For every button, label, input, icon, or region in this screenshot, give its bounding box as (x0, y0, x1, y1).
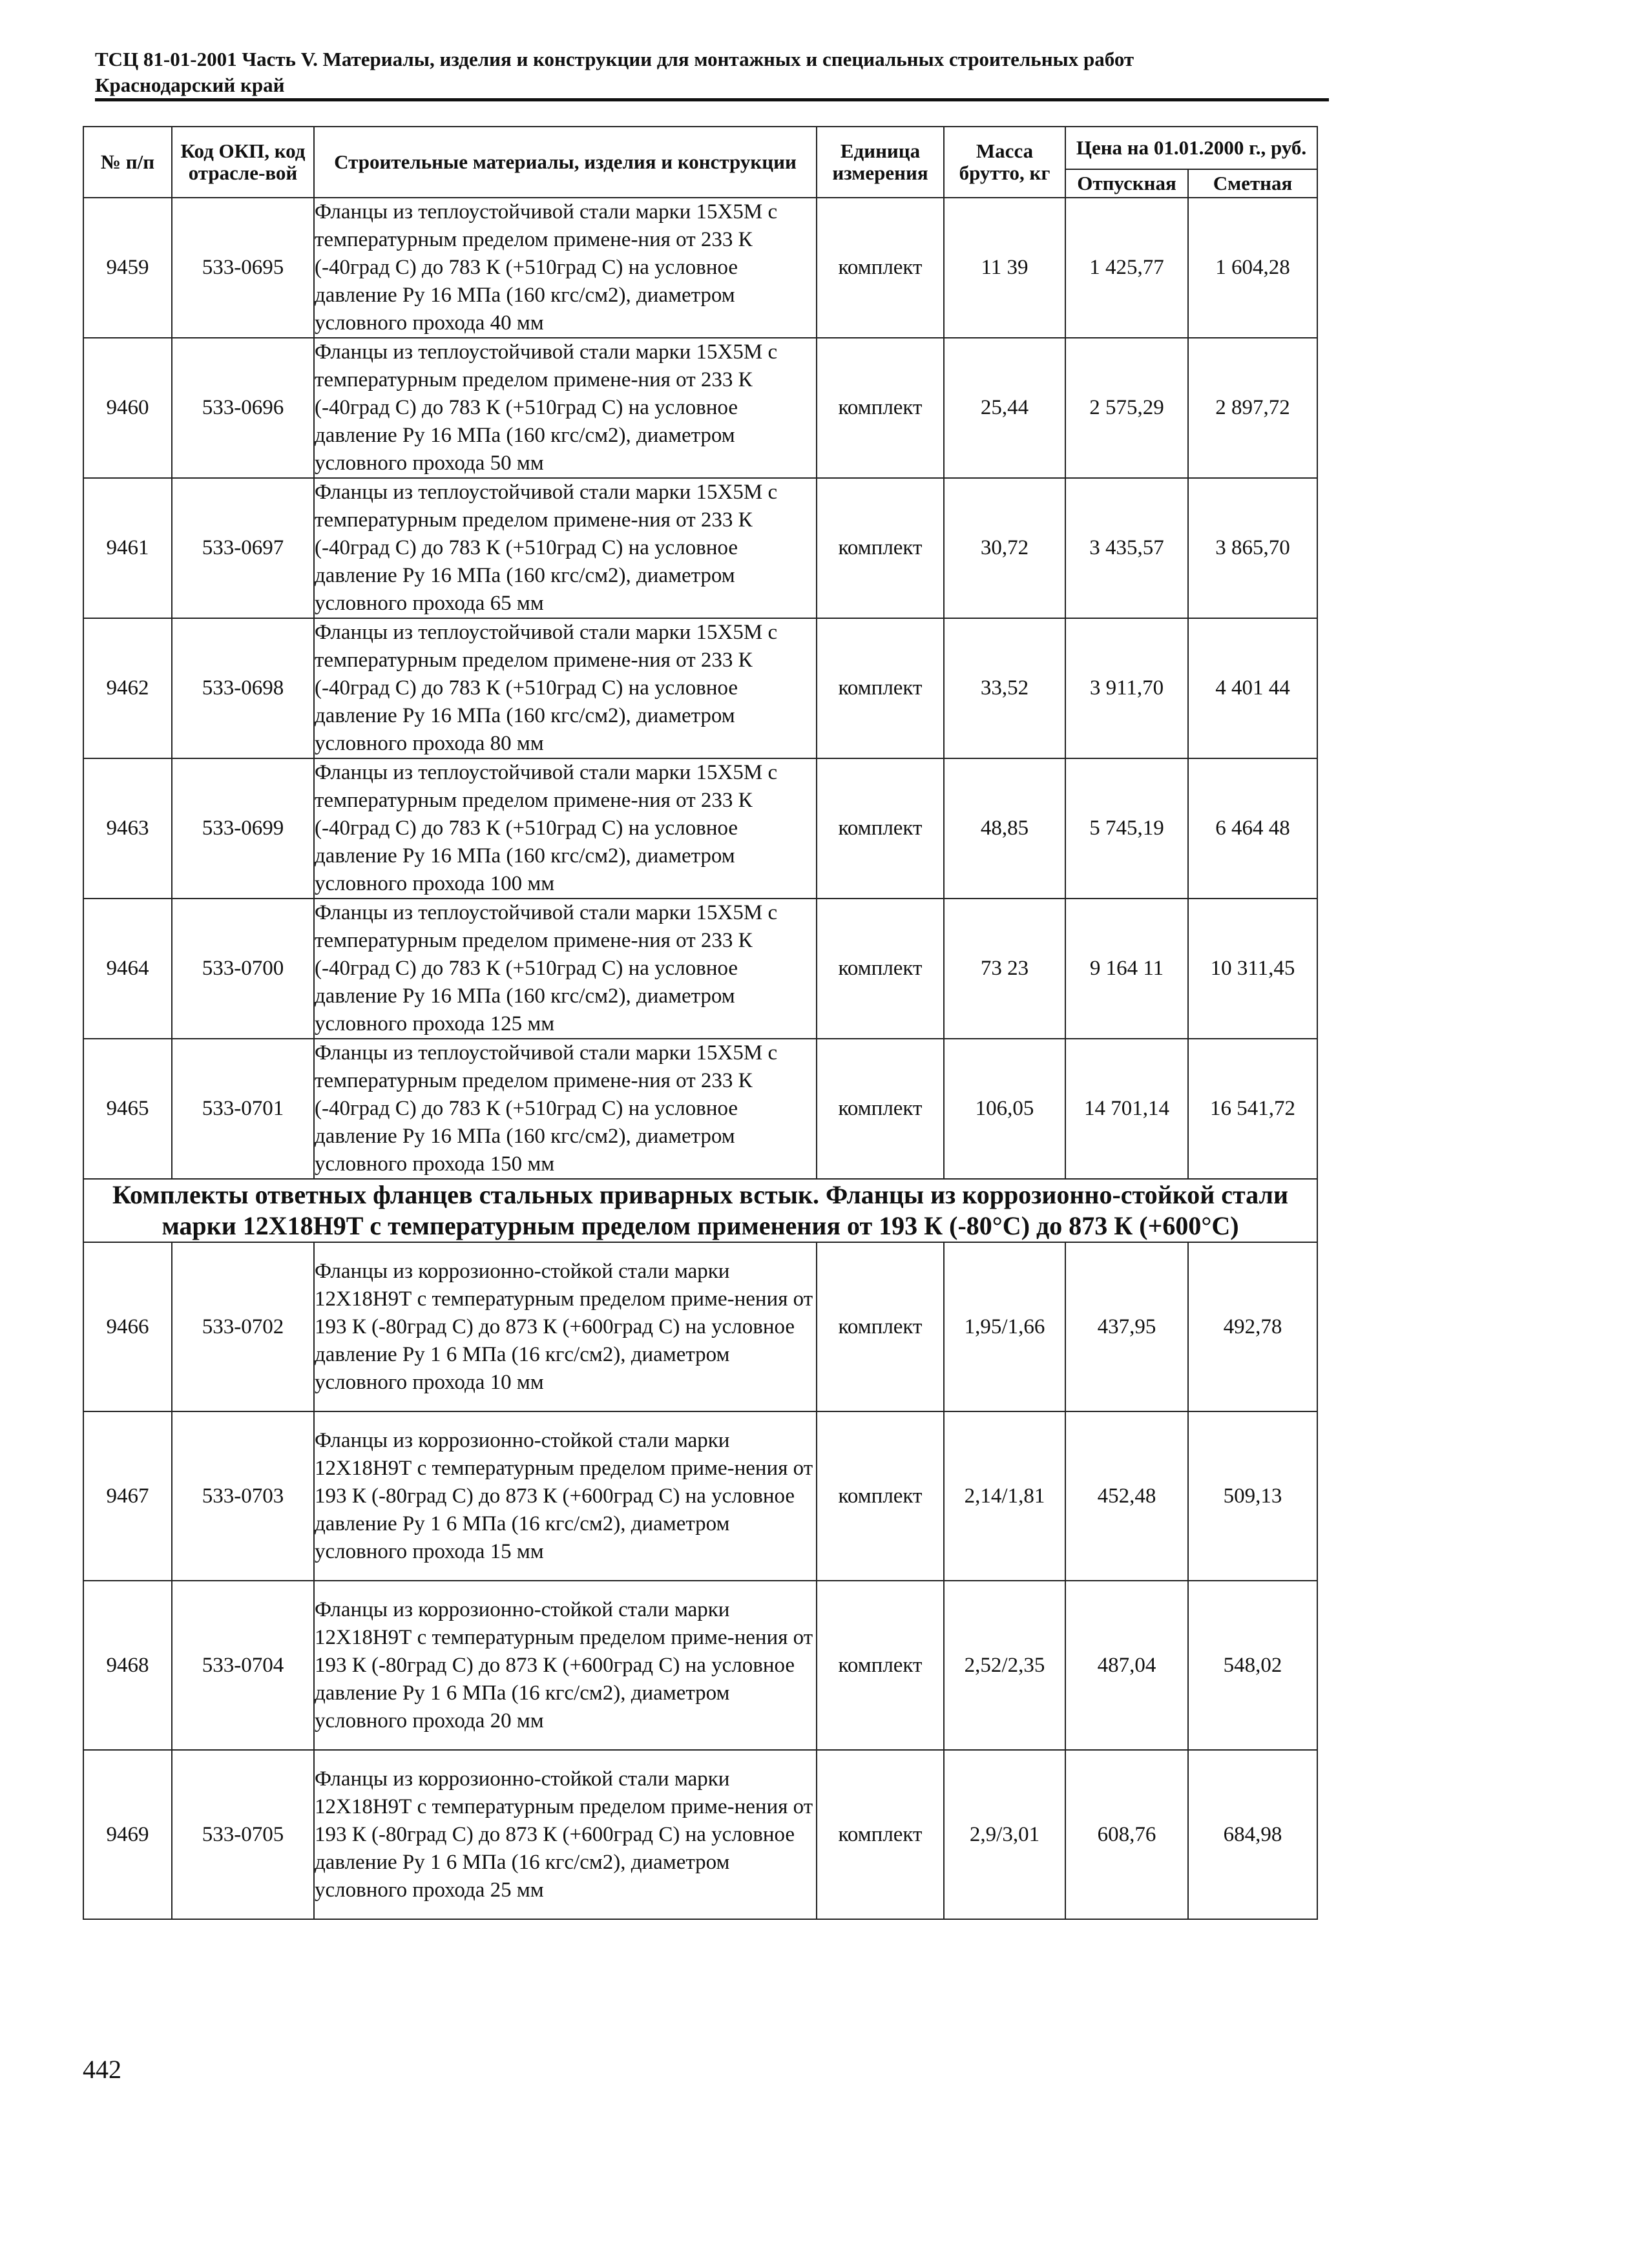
table-row (83, 478, 1317, 618)
price-table (83, 126, 1318, 1920)
row-num: 9467 (83, 1411, 172, 1581)
row-unit: комплект (817, 198, 944, 338)
row-mass: 2,14/1,81 (944, 1411, 1065, 1581)
row-num: 9459 (83, 198, 172, 338)
row-mass: 11 39 (944, 198, 1065, 338)
row-release-price: 608,76 (1065, 1750, 1188, 1919)
row-mass: 73 23 (944, 899, 1065, 1039)
row-release-price: 3 911,70 (1065, 618, 1188, 758)
col-header-okp: Код ОКП, код отрасле-вой (172, 127, 314, 198)
row-estimate-price: 3 865,70 (1188, 478, 1317, 618)
row-estimate-price: 10 311,45 (1188, 899, 1317, 1039)
col-header-price: Цена на 01.01.2000 г., руб. (1065, 127, 1317, 169)
row-estimate-price: 684,98 (1188, 1750, 1317, 1919)
row-unit: комплект (817, 338, 944, 478)
row-num: 9463 (83, 758, 172, 899)
section-title: Комплекты ответных фланцев стальных приварных встык. Фланцы из коррозионно-стойкой стали марки 12Х18Н9Т с температурным пределом применения от 193 К (-80°С) до 873 К (+600°С) (83, 1179, 1317, 1242)
row-code: 533-0701 (172, 1039, 314, 1179)
row-num: 9464 (83, 899, 172, 1039)
row-estimate-price: 4 401 44 (1188, 618, 1317, 758)
row-code: 533-0697 (172, 478, 314, 618)
row-unit: комплект (817, 1581, 944, 1750)
row-desc: Фланцы из теплоустойчивой стали марки 15Х5М с температурным пределом примене-ния от 233 К (-40град С) до 783 К (+510град С) на условное давление Ру 16 МПа (160 кгс/см2), диаметром условного прохода 80 мм (314, 618, 817, 758)
row-num: 9465 (83, 1039, 172, 1179)
table-row (83, 338, 1317, 478)
table-row (83, 758, 1317, 899)
table-row (83, 618, 1317, 758)
row-release-price: 1 425,77 (1065, 198, 1188, 338)
row-code: 533-0700 (172, 899, 314, 1039)
table-row (83, 1750, 1317, 1919)
row-unit: комплект (817, 1242, 944, 1411)
table-row (83, 198, 1317, 338)
table-row (83, 1581, 1317, 1750)
row-unit: комплект (817, 758, 944, 899)
row-desc: Фланцы из теплоустойчивой стали марки 15Х5М с температурным пределом примене-ния от 233 К (-40град С) до 783 К (+510град С) на условное давление Ру 16 МПа (160 кгс/см2), диаметром условного прохода 40 мм (314, 198, 817, 338)
row-num: 9460 (83, 338, 172, 478)
row-code: 533-0696 (172, 338, 314, 478)
row-unit: комплект (817, 1039, 944, 1179)
header-divider (95, 98, 1329, 101)
table-row (83, 1242, 1317, 1411)
section-row (83, 1179, 1317, 1242)
row-release-price: 437,95 (1065, 1242, 1188, 1411)
row-unit: комплект (817, 1411, 944, 1581)
row-code: 533-0703 (172, 1411, 314, 1581)
page-number: 442 (83, 2055, 121, 2084)
row-release-price: 487,04 (1065, 1581, 1188, 1750)
row-num: 9462 (83, 618, 172, 758)
row-estimate-price: 6 464 48 (1188, 758, 1317, 899)
row-estimate-price: 492,78 (1188, 1242, 1317, 1411)
row-num: 9468 (83, 1581, 172, 1750)
row-unit: комплект (817, 618, 944, 758)
row-estimate-price: 16 541,72 (1188, 1039, 1317, 1179)
row-desc: Фланцы из теплоустойчивой стали марки 15Х5М с температурным пределом примене-ния от 233 К (-40град С) до 783 К (+510град С) на условное давление Ру 16 МПа (160 кгс/см2), диаметром условного прохода 125 мм (314, 899, 817, 1039)
row-estimate-price: 509,13 (1188, 1411, 1317, 1581)
row-mass: 2,52/2,35 (944, 1581, 1065, 1750)
row-code: 533-0704 (172, 1581, 314, 1750)
row-code: 533-0699 (172, 758, 314, 899)
col-header-release: Отпускная (1065, 169, 1188, 198)
row-code: 533-0705 (172, 1750, 314, 1919)
row-desc: Фланцы из коррозионно-стойкой стали марки 12Х18Н9Т с температурным пределом приме-нения от 193 К (-80град С) до 873 К (+600град С) на условное давление Ру 1 6 МПа (16 кгс/см2), диаметром условного прохода 15 мм (314, 1411, 817, 1581)
row-desc: Фланцы из коррозионно-стойкой стали марки 12Х18Н9Т с температурным пределом приме-нения от 193 К (-80град С) до 873 К (+600град С) на условное давление Ру 1 6 МПа (16 кгс/см2), диаметром условного прохода 10 мм (314, 1242, 817, 1411)
row-mass: 48,85 (944, 758, 1065, 899)
row-mass: 1,95/1,66 (944, 1242, 1065, 1411)
row-release-price: 9 164 11 (1065, 899, 1188, 1039)
row-estimate-price: 2 897,72 (1188, 338, 1317, 478)
row-num: 9461 (83, 478, 172, 618)
table-row (83, 1411, 1317, 1581)
header-title: ТСЦ 81-01-2001 Часть V. Материалы, изделия и конструкции для монтажных и специальных строительных работ (95, 48, 1134, 70)
row-mass: 106,05 (944, 1039, 1065, 1179)
row-code: 533-0698 (172, 618, 314, 758)
col-header-mass: Масса брутто, кг (944, 127, 1065, 198)
row-mass: 33,52 (944, 618, 1065, 758)
row-mass: 25,44 (944, 338, 1065, 478)
row-unit: комплект (817, 1750, 944, 1919)
row-release-price: 2 575,29 (1065, 338, 1188, 478)
row-mass: 2,9/3,01 (944, 1750, 1065, 1919)
row-desc: Фланцы из коррозионно-стойкой стали марки 12Х18Н9Т с температурным пределом приме-нения от 193 К (-80град С) до 873 К (+600град С) на условное давление Ру 1 6 МПа (16 кгс/см2), диаметром условного прохода 20 мм (314, 1581, 817, 1750)
col-header-material: Строительные материалы, изделия и конструкции (314, 127, 817, 198)
row-desc: Фланцы из коррозионно-стойкой стали марки 12Х18Н9Т с температурным пределом приме-нения от 193 К (-80град С) до 873 К (+600град С) на условное давление Ру 1 6 МПа (16 кгс/см2), диаметром условного прохода 25 мм (314, 1750, 817, 1919)
row-estimate-price: 1 604,28 (1188, 198, 1317, 338)
row-desc: Фланцы из теплоустойчивой стали марки 15Х5М с температурным пределом примене-ния от 233 К (-40град С) до 783 К (+510град С) на условное давление Ру 16 МПа (160 кгс/см2), диаметром условного прохода 50 мм (314, 338, 817, 478)
row-estimate-price: 548,02 (1188, 1581, 1317, 1750)
row-release-price: 452,48 (1065, 1411, 1188, 1581)
table-row (83, 1039, 1317, 1179)
row-num: 9466 (83, 1242, 172, 1411)
row-desc: Фланцы из теплоустойчивой стали марки 15Х5М с температурным пределом примене-ния от 233 К (-40град С) до 783 К (+510град С) на условное давление Ру 16 МПа (160 кгс/см2), диаметром условного прохода 65 мм (314, 478, 817, 618)
row-desc: Фланцы из теплоустойчивой стали марки 15Х5М с температурным пределом примене-ния от 233 К (-40град С) до 783 К (+510град С) на условное давление Ру 16 МПа (160 кгс/см2), диаметром условного прохода 100 мм (314, 758, 817, 899)
row-unit: комплект (817, 899, 944, 1039)
row-unit: комплект (817, 478, 944, 618)
page-header (95, 47, 1329, 98)
col-header-num: № п/п (83, 127, 172, 198)
header-region: Краснодарский край (95, 74, 285, 96)
row-num: 9469 (83, 1750, 172, 1919)
table-row (83, 899, 1317, 1039)
col-header-unit: Единица измерения (817, 127, 944, 198)
row-release-price: 5 745,19 (1065, 758, 1188, 899)
row-release-price: 3 435,57 (1065, 478, 1188, 618)
row-mass: 30,72 (944, 478, 1065, 618)
row-code: 533-0702 (172, 1242, 314, 1411)
row-desc: Фланцы из теплоустойчивой стали марки 15Х5М с температурным пределом примене-ния от 233 К (-40град С) до 783 К (+510град С) на условное давление Ру 16 МПа (160 кгс/см2), диаметром условного прохода 150 мм (314, 1039, 817, 1179)
col-header-estimate: Сметная (1188, 169, 1317, 198)
row-release-price: 14 701,14 (1065, 1039, 1188, 1179)
row-code: 533-0695 (172, 198, 314, 338)
